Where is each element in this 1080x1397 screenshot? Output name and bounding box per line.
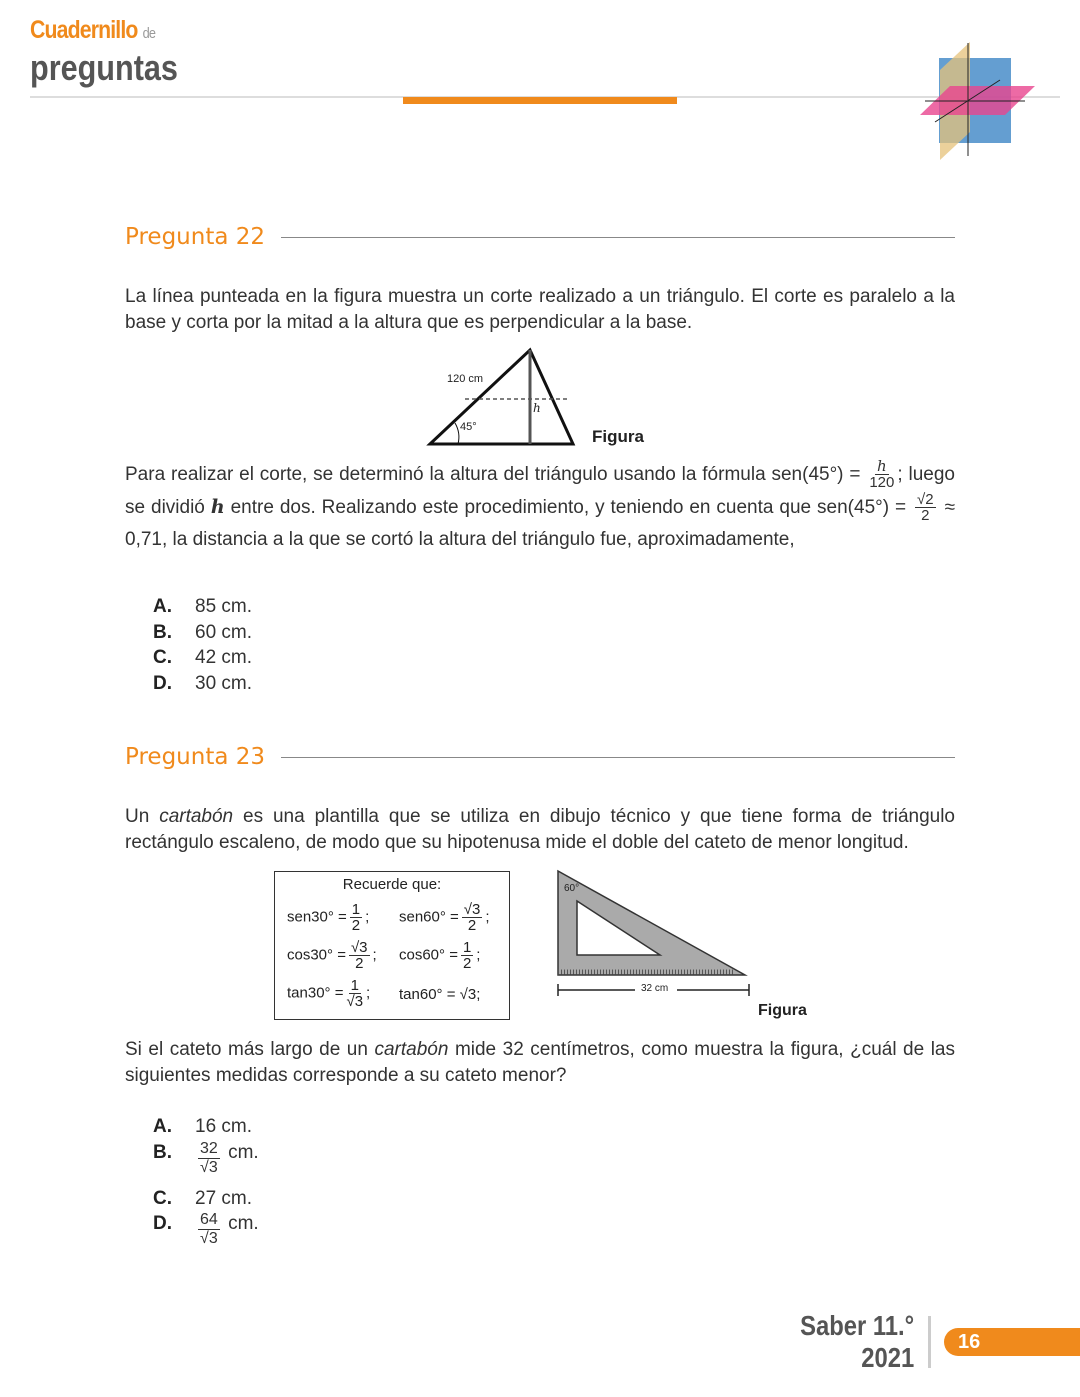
question-22-body: Para realizar el corte, se determinó la altura del triángulo usando la fórmula sen(45°) = $\frac{h}{120}$ ; luego se dividió h entre dos. Realizando este procedimiento, y teniendo en cuenta que sen(45°) = $\frac{√2}{2}$ ≈ 0,71, la distancia a la que se cortó la altura del triángulo fue, aproximadamente, — [125, 457, 955, 550]
page-number: 16 — [944, 1328, 1080, 1356]
angle-label: 60° — [564, 883, 580, 894]
content — [125, 222, 955, 1248]
header-accent-bar — [403, 97, 677, 104]
length-label: 32 cm — [641, 983, 669, 994]
side-label: 120 cm — [447, 373, 484, 385]
recuerde-title: Recuerde que: — [342, 876, 442, 893]
recuerde-box: Recuerde que: sen30° = $\frac{1}{2}$ ; sen60° = $\frac{√3}{2}$ ; cos30° = $\frac{√3}{2}$ ; cos60° = $\frac{1}{2}$ ; tan30° = $\frac{1}{√3}$ ; tan60° = √3; — [274, 871, 510, 1020]
figure-caption: Figura — [758, 1002, 807, 1019]
cartabon-figure-area — [125, 871, 955, 1023]
option-d[interactable]: D. 30 cm. — [153, 672, 253, 694]
option-b[interactable]: B. $\frac{32}{√3}$ cm. — [153, 1139, 259, 1176]
cartabon-figure — [555, 868, 755, 998]
height-label: h — [533, 401, 541, 415]
angle-label: 45° — [460, 421, 477, 433]
option-a[interactable]: A. 16 cm. — [153, 1116, 253, 1137]
footer-divider — [928, 1316, 931, 1368]
option-a[interactable]: A. 85 cm. — [153, 596, 253, 617]
3d-planes-icon — [895, 40, 1040, 160]
brand-title: Cuadernillo de — [30, 16, 156, 44]
question-23-header — [125, 742, 955, 772]
question-22-header — [125, 222, 955, 252]
question-23-title: Pregunta 23 — [125, 744, 266, 770]
question-22-title: Pregunta 22 — [125, 224, 266, 250]
question-23-options — [153, 1114, 955, 1248]
option-c[interactable]: C. 27 cm. — [153, 1187, 253, 1209]
option-b[interactable]: B. 60 cm. — [153, 621, 253, 643]
brand-subtitle: preguntas — [30, 47, 178, 88]
triangle-figure — [420, 343, 590, 448]
figure-caption: Figura — [592, 427, 644, 446]
divider — [281, 757, 955, 758]
question-23-intro: Un cartabón es una plantilla que se utiliza en dibujo técnico y que tiene forma de triángulo rectángulo escaleno, de modo que su hipotenusa mide el doble del cateto de menor longitud. — [125, 806, 955, 853]
option-c[interactable]: C. 42 cm. — [153, 647, 253, 668]
option-d[interactable]: D. $\frac{64}{√3}$ cm. — [153, 1211, 259, 1247]
footer-title: Saber 11.° 2021 — [799, 1310, 914, 1373]
question-22-intro: La línea punteada en la figura muestra un corte realizado a un triángulo. El corte es paralelo a la base y corta por la mitad a la altura que es perpendicular a la base. — [125, 286, 955, 333]
divider — [281, 237, 955, 238]
triangle-figure-area — [125, 343, 955, 451]
question-22-options — [153, 594, 955, 696]
question-23-question: Si el cateto más largo de un cartabón mide 32 centímetros, como muestra la figura, ¿cuál de las siguientes medidas corresponde a su cateto menor? — [125, 1039, 955, 1086]
